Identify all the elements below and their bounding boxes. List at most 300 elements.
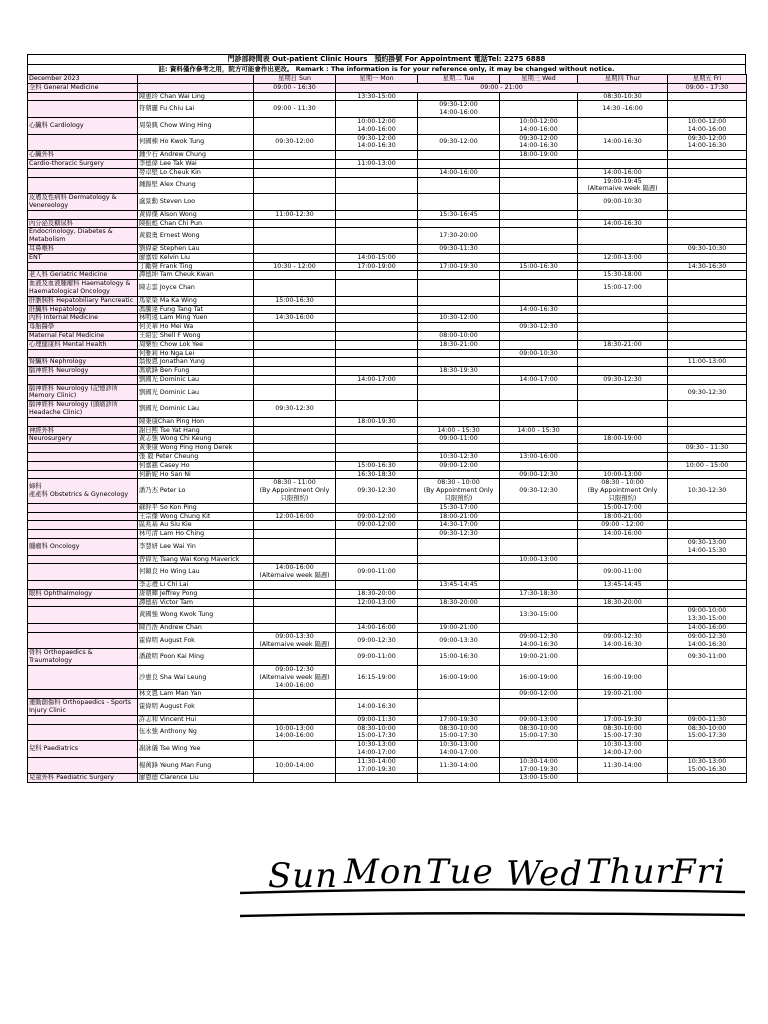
- time-cell-wed: 15:00-16:30: [500, 262, 578, 271]
- dept-cell: 血液及血液腫瘤科 Haematology & Haematological Oncology: [28, 280, 138, 297]
- time-cell-sun: [254, 331, 336, 340]
- time-cell-thu: [578, 453, 668, 462]
- time-cell-tue: [418, 470, 500, 479]
- time-cell-fri: [668, 340, 747, 349]
- time-cell-tue: 09:00-11:00: [418, 435, 500, 444]
- time-cell-sun: [254, 340, 336, 349]
- table-row: [28, 159, 747, 168]
- dept-cell: [28, 168, 138, 177]
- table-row: [28, 632, 747, 649]
- time-cell-tue: [418, 305, 500, 314]
- doctor-name: 譚德坤 Tam Cheuk Kwan: [138, 271, 254, 280]
- time-cell-thu: 09:00 - 12:00: [578, 521, 668, 530]
- table-row: [28, 470, 747, 479]
- time-cell-wed: 19:00-21:00: [500, 649, 578, 666]
- time-cell-sun: [254, 117, 336, 134]
- table-row: [28, 479, 747, 503]
- time-cell-fri: 09:00-12:30 14:00-16:30: [668, 632, 747, 649]
- time-cell-sun: [254, 280, 336, 297]
- time-cell-mon: 13:30-15:00: [336, 92, 418, 101]
- time-cell-sun: [254, 470, 336, 479]
- time-cell-wed: [500, 280, 578, 297]
- doctor-name: 王紹宏 Shell F Wong: [138, 331, 254, 340]
- doctor-name: 霍偉明 August Fok: [138, 632, 254, 649]
- time-cell-fri: [668, 589, 747, 598]
- time-cell-mon: 14:00-15:00: [336, 253, 418, 262]
- time-cell-tue: 10:30-12:00: [418, 314, 500, 323]
- time-cell-mon: [336, 426, 418, 435]
- dept-cell: [28, 564, 138, 581]
- time-cell-mon: 08:30-10:00 15:00-17:30: [336, 724, 418, 741]
- time-cell-tue: 16:00-19:00: [418, 665, 500, 689]
- dept-cell: [28, 177, 138, 194]
- table-row: [28, 280, 747, 297]
- dept-cell: [28, 470, 138, 479]
- doctor-name: 劉國光 Dominic Lau: [138, 401, 254, 418]
- table-row: [28, 340, 747, 349]
- dept-cell: Cardio-thoracic Surgery: [28, 159, 138, 168]
- time-cell-fri: [668, 253, 747, 262]
- column-wed: 星期三 Wed: [500, 75, 578, 84]
- dept-cell: 皮膚及性病科 Dermatology & Venereology: [28, 194, 138, 211]
- time-cell-mon: 15:00-16:30: [336, 461, 418, 470]
- time-cell-thu: [578, 774, 668, 783]
- time-cell-tue: [418, 401, 500, 418]
- column-sun: 星期日 Sun: [254, 75, 336, 84]
- time-cell-wed: 09:00-12:30 14:00-16:30: [500, 632, 578, 649]
- dept-cell: 肝膽胰科 Hepatobiliary Pancreatic: [28, 296, 138, 305]
- time-cell-sun: [254, 194, 336, 211]
- table-row: [28, 453, 747, 462]
- doctor-name: 李志禮 Li Chi Lai: [138, 581, 254, 590]
- time-cell-thu: [578, 117, 668, 134]
- time-cell-mon: [336, 296, 418, 305]
- time-cell-sun: [254, 426, 336, 435]
- table-row: [28, 607, 747, 624]
- doctor-name: 何國棟 Ho Kwok Tung: [138, 134, 254, 151]
- time-cell-thu: [578, 417, 668, 426]
- dept-cell: 婦科 產產科 Obstetrics & Gynecology: [28, 479, 138, 503]
- time-cell-mon: [336, 435, 418, 444]
- dept-cell: 運動創傷科 Orthopaedics - Sports Injury Clinic: [28, 699, 138, 716]
- time-cell-mon: [336, 151, 418, 160]
- time-cell-thu: 18:00-19:00: [578, 435, 668, 444]
- time-cell-mon: [336, 444, 418, 453]
- time-cell-sun: 08:30 - 11:00 (By Appointment Only 只限預約): [254, 479, 336, 503]
- time-cell-tue: 08:30-10:00 15:00-17:30: [418, 724, 500, 741]
- time-cell-tue: 17:00-19:30: [418, 715, 500, 724]
- dept-cell: 內科 Internal Medicine: [28, 314, 138, 323]
- time-cell-wed: [500, 530, 578, 539]
- dept-cell: 兒科 Paediatrics: [28, 741, 138, 758]
- time-cell-fri: [668, 375, 747, 384]
- table-row: [28, 210, 747, 219]
- dept-cell: 全科 General Medicine: [28, 83, 138, 92]
- time-cell-thu: [578, 323, 668, 332]
- time-cell-tue: [418, 774, 500, 783]
- doctor-name: 何美華 Ho Mei Wa: [138, 323, 254, 332]
- time-cell-thu: [578, 624, 668, 633]
- time-cell-sun: [254, 384, 336, 401]
- dept-cell: 肝臟科 Hepatology: [28, 305, 138, 314]
- time-cell-fri: [668, 151, 747, 160]
- doctor-name: 陳百浩 Andrew Chan: [138, 624, 254, 633]
- time-cell-sun: [254, 699, 336, 716]
- doctor-name: 王宗傑 Wong Chung Kit: [138, 512, 254, 521]
- time-cell-mon: 17:00-19:00: [336, 262, 418, 271]
- time-cell-sun: [254, 271, 336, 280]
- table-row: [28, 375, 747, 384]
- doctor-name: 唐朝輝 Jeffrey Pong: [138, 589, 254, 598]
- time-cell-tue: [418, 177, 500, 194]
- time-cell-mon: [336, 607, 418, 624]
- time-cell-mon: [336, 194, 418, 211]
- time-cell-thu: 14:00-16:00: [578, 530, 668, 539]
- time-cell-wed: [500, 581, 578, 590]
- doctor-name: 黃國強 Wong Kwok Tung: [138, 607, 254, 624]
- time-cell-wed: [500, 244, 578, 253]
- time-cell-tue: 14:30-17:00: [418, 521, 500, 530]
- time-cell-thu: [578, 331, 668, 340]
- time-cell-sun: [254, 521, 336, 530]
- doctor-name: 張 毅 Peter Cheung: [138, 453, 254, 462]
- time-cell-weekdays: 09:00 - 21:00: [336, 83, 668, 92]
- dept-cell: [28, 757, 138, 774]
- time-cell-wed: [500, 331, 578, 340]
- table-row: [28, 757, 747, 774]
- dept-cell: Neurosurgery: [28, 435, 138, 444]
- dept-cell: [28, 262, 138, 271]
- time-cell-sun: [254, 453, 336, 462]
- time-cell-tue: 09:30-11:30: [418, 244, 500, 253]
- time-cell-mon: [336, 367, 418, 376]
- time-cell-fri: 09:30 - 11:30: [668, 444, 747, 453]
- time-cell-tue: [418, 539, 500, 556]
- time-cell-tue: 14:00 - 15:30: [418, 426, 500, 435]
- time-cell-sun: [254, 530, 336, 539]
- time-cell-wed: 09:00-12:30: [500, 470, 578, 479]
- time-cell-tue: [418, 296, 500, 305]
- handwritten-day: Tue: [426, 852, 494, 892]
- time-cell-tue: [418, 384, 500, 401]
- time-cell-mon: 09:00-12:30: [336, 632, 418, 649]
- table-row: [28, 151, 747, 160]
- time-cell-tue: 19:00-21:00: [418, 624, 500, 633]
- time-cell-fri: 10:00 - 15:00: [668, 461, 747, 470]
- time-cell-thu: [578, 296, 668, 305]
- time-cell-tue: [418, 699, 500, 716]
- time-cell-tue: [418, 358, 500, 367]
- time-cell-wed: [500, 444, 578, 453]
- time-cell-sun: [254, 244, 336, 253]
- doctor-name: 潘啟明 Poon Kai Ming: [138, 649, 254, 666]
- time-cell-wed: 14:00-16:30: [500, 305, 578, 314]
- dept-cell: [28, 724, 138, 741]
- table-row: [28, 323, 747, 332]
- time-cell-wed: 09:00-10:30: [500, 349, 578, 358]
- time-cell-mon: [336, 539, 418, 556]
- doctor-name: 李德偉 Lee Tak Wai: [138, 159, 254, 168]
- time-cell-fri: [668, 159, 747, 168]
- time-cell-mon: [336, 305, 418, 314]
- time-cell-fri: 09:00 - 17:30: [668, 83, 747, 92]
- dept-cell: [28, 690, 138, 699]
- time-cell-mon: 09:30-12:00 14:00-16:30: [336, 134, 418, 151]
- time-cell-sun: [254, 435, 336, 444]
- table-row: [28, 444, 747, 453]
- time-cell-sun: 09:00-12:30 (Alternaive week 隔週) 14:00-16:00: [254, 665, 336, 689]
- time-cell-wed: 14:00 - 15:30: [500, 426, 578, 435]
- time-cell-tue: [418, 194, 500, 211]
- time-cell-sun: [254, 649, 336, 666]
- doctor-name: 許志和 Vincent Hui: [138, 715, 254, 724]
- time-cell-tue: 09:30-12:00 14:00-16:00: [418, 101, 500, 118]
- time-cell-fri: [668, 503, 747, 512]
- time-cell-tue: [418, 349, 500, 358]
- time-cell-fri: 09:30-11:00: [668, 649, 747, 666]
- time-cell-sun: [254, 461, 336, 470]
- time-cell-wed: [500, 564, 578, 581]
- time-cell-fri: [668, 690, 747, 699]
- time-cell-tue: [418, 280, 500, 297]
- time-cell-thu: [578, 426, 668, 435]
- time-cell-mon: [336, 401, 418, 418]
- dept-cell: 母胎醫學: [28, 323, 138, 332]
- time-cell-sun: 15:00-16:30: [254, 296, 336, 305]
- time-cell-fri: [668, 168, 747, 177]
- time-cell-fri: 14:30-16:30: [668, 262, 747, 271]
- time-cell-sun: [254, 598, 336, 607]
- doctor-name: 勞卓堅 Lo Cheuk Kin: [138, 168, 254, 177]
- time-cell-mon: [336, 774, 418, 783]
- time-cell-tue: [418, 323, 500, 332]
- time-cell-wed: [500, 92, 578, 101]
- time-cell-wed: [500, 384, 578, 401]
- table-row: [28, 539, 747, 556]
- doctor-name: 區兆基 Au Siu Kie: [138, 521, 254, 530]
- time-cell-thu: 16:00-19:00: [578, 665, 668, 689]
- table-row: [28, 305, 747, 314]
- table-row: [28, 724, 747, 741]
- time-cell-wed: 10:00-13:00: [500, 555, 578, 564]
- doctor-name: 盧景勳 Steven Loo: [138, 194, 254, 211]
- time-cell-wed: [500, 401, 578, 418]
- handwritten-day: Wed: [506, 854, 584, 894]
- time-cell-mon: 09:00-11:30: [336, 715, 418, 724]
- time-cell-fri: [668, 219, 747, 228]
- time-cell-thu: 10:00-13:00: [578, 470, 668, 479]
- time-cell-fri: [668, 598, 747, 607]
- time-cell-sun: [254, 159, 336, 168]
- time-cell-fri: [668, 426, 747, 435]
- time-cell-thu: 09:00-12:30 14:00-16:30: [578, 632, 668, 649]
- table-row: [28, 589, 747, 598]
- dept-cell: 老人科 Geriatric Medicine: [28, 271, 138, 280]
- time-cell-mon: 16:15-19:00: [336, 665, 418, 689]
- time-cell-sun: 10:30 - 12:00: [254, 262, 336, 271]
- dept-cell: 眼科 Ophthalmology: [28, 589, 138, 598]
- time-cell-thu: 19:00-21:00: [578, 690, 668, 699]
- time-cell-fri: [668, 774, 747, 783]
- time-cell-wed: [500, 512, 578, 521]
- table-row: [28, 435, 747, 444]
- time-cell-fri: 09:00-11:30: [668, 715, 747, 724]
- time-cell-thu: 18:30-21:00: [578, 340, 668, 349]
- table-row: [28, 503, 747, 512]
- time-cell-tue: [418, 92, 500, 101]
- time-cell-sun: [254, 581, 336, 590]
- time-cell-tue: 18:00-21:00: [418, 512, 500, 521]
- time-cell-wed: [500, 461, 578, 470]
- time-cell-mon: [336, 331, 418, 340]
- time-cell-tue: 08:30 - 10:00 (By Appointment Only 只限預約): [418, 479, 500, 503]
- dept-cell: 心理健康科 Mental Health: [28, 340, 138, 349]
- doctor-name: 劉偉豪 Stephen Lau: [138, 244, 254, 253]
- time-cell-mon: [336, 177, 418, 194]
- time-cell-fri: [668, 305, 747, 314]
- time-cell-thu: 14:30 -16:00: [578, 101, 668, 118]
- handwritten-day: Sun: [268, 856, 339, 896]
- time-cell-fri: [668, 323, 747, 332]
- time-cell-tue: 08:00-10:00: [418, 331, 500, 340]
- time-cell-sun: [254, 253, 336, 262]
- dept-cell: 耳鼻喉科: [28, 244, 138, 253]
- time-cell-wed: [500, 101, 578, 118]
- table-row: [28, 358, 747, 367]
- doctor-name: 劉國光 Dominic Lau: [138, 375, 254, 384]
- table-row: [28, 741, 747, 758]
- dept-cell: [28, 598, 138, 607]
- time-cell-tue: [418, 375, 500, 384]
- time-cell-fri: [668, 349, 747, 358]
- time-cell-sun: [254, 219, 336, 228]
- doctor-name: 何嘉慈 Casey Ho: [138, 461, 254, 470]
- time-cell-wed: [500, 194, 578, 211]
- time-cell-mon: [336, 168, 418, 177]
- dept-cell: [28, 453, 138, 462]
- time-cell-tue: [418, 690, 500, 699]
- time-cell-wed: [500, 228, 578, 245]
- time-cell-wed: [500, 624, 578, 633]
- time-cell-thu: [578, 539, 668, 556]
- time-cell-tue: 17:30-20:00: [418, 228, 500, 245]
- dept-cell: [28, 503, 138, 512]
- time-cell-thu: [578, 349, 668, 358]
- time-cell-sun: 11:00-12:30: [254, 210, 336, 219]
- doctor-name: 鍾錦堅 Alex Chung: [138, 177, 254, 194]
- time-cell-thu: 14:00-16:00: [578, 168, 668, 177]
- time-cell-mon: 09:00-11:00: [336, 649, 418, 666]
- time-cell-mon: [336, 210, 418, 219]
- table-row: [28, 512, 747, 521]
- table-row: [28, 401, 747, 418]
- time-cell-fri: [668, 665, 747, 689]
- time-cell-tue: 15:00-16:30: [418, 649, 500, 666]
- table-row: [28, 177, 747, 194]
- time-cell-wed: [500, 539, 578, 556]
- time-cell-thu: 09:00-10:30: [578, 194, 668, 211]
- time-cell-thu: 14:00-16:30: [578, 219, 668, 228]
- time-cell-fri: [668, 177, 747, 194]
- time-cell-wed: 09:00-12:00: [500, 690, 578, 699]
- table-row: [28, 296, 747, 305]
- time-cell-mon: 11:00-13:00: [336, 159, 418, 168]
- time-cell-tue: 17:00-19:30: [418, 262, 500, 271]
- time-cell-tue: 09:30-12:30: [418, 530, 500, 539]
- doctor-name: 霍偉明 August Fok: [138, 699, 254, 716]
- time-cell-thu: [578, 244, 668, 253]
- table-row: [28, 92, 747, 101]
- time-cell-mon: 16:30-18:30: [336, 470, 418, 479]
- doctor-name: 謝日熙 Tse Yat Hang: [138, 426, 254, 435]
- doctor-name: 黃秉康 Wong Ping Hong Derek: [138, 444, 254, 453]
- time-cell-wed: 09:30-12:00 14:00-16:30: [500, 134, 578, 151]
- time-cell-fri: [668, 367, 747, 376]
- dept-cell: 腎臟科 Nephrology: [28, 358, 138, 367]
- time-cell-sun: [254, 358, 336, 367]
- time-cell-thu: 09:30-12:30: [578, 375, 668, 384]
- time-cell-thu: [578, 262, 668, 271]
- dept-cell: [28, 607, 138, 624]
- time-cell-tue: 09:00-13:30: [418, 632, 500, 649]
- time-cell-mon: [336, 219, 418, 228]
- table-row: [28, 426, 747, 435]
- doctor-name: 楊萬鋒 Yeung Man Fung: [138, 757, 254, 774]
- time-cell-tue: 09:30-12:00: [418, 134, 500, 151]
- time-cell-sun: [254, 444, 336, 453]
- dept-cell: 腫瘤科 Oncology: [28, 539, 138, 556]
- time-cell-fri: 09:30-13:00 14:00-15:30: [668, 539, 747, 556]
- time-cell-fri: [668, 699, 747, 716]
- time-cell-mon: [336, 581, 418, 590]
- time-cell-wed: [500, 219, 578, 228]
- underline-stroke: [240, 913, 745, 916]
- time-cell-mon: 12:00-13:00: [336, 598, 418, 607]
- time-cell-mon: [336, 323, 418, 332]
- doctor-name: 曾偉光 Tsang Wai Kong Maverick: [138, 555, 254, 564]
- time-cell-sun: [254, 607, 336, 624]
- doctor-name: 李慧妍 Lee Wai Yin: [138, 539, 254, 556]
- time-cell-wed: [500, 699, 578, 716]
- handwritten-day: Thur: [586, 852, 673, 892]
- time-cell-tue: 09:00-12:00: [418, 461, 500, 470]
- time-cell-fri: [668, 194, 747, 211]
- time-cell-tue: 11:30-14:00: [418, 757, 500, 774]
- dept-cell: [28, 375, 138, 384]
- doctor-name: 丁勵聲 Frank Ting: [138, 262, 254, 271]
- time-cell-thu: [578, 228, 668, 245]
- time-cell-fri: [668, 210, 747, 219]
- time-cell-fri: [668, 228, 747, 245]
- time-cell-fri: 10:00-12:00 14:00-16:00: [668, 117, 747, 134]
- table-row: [28, 690, 747, 699]
- time-cell-sun: [254, 168, 336, 177]
- table-row: [28, 117, 747, 134]
- time-cell-thu: 13:45-14:45: [578, 581, 668, 590]
- dept-cell: Endocrinology, Diabetes & Metabolism: [28, 228, 138, 245]
- doctor-name: 劉國光 Dominic Lau: [138, 384, 254, 401]
- table-row: [28, 271, 747, 280]
- time-cell-thu: [578, 401, 668, 418]
- doctor-name: 陳振彪 Chan Chi Pun: [138, 219, 254, 228]
- clinic-timetable: [27, 54, 746, 783]
- time-cell-wed: 10:30-14:00 17:00-19:30: [500, 757, 578, 774]
- table-row: [28, 521, 747, 530]
- time-cell-thu: 18:30-20:00: [578, 598, 668, 607]
- dept-cell: [28, 581, 138, 590]
- doctor-name: 林文恩 Lam Man Yan: [138, 690, 254, 699]
- time-cell-wed: 17:30-18:30: [500, 589, 578, 598]
